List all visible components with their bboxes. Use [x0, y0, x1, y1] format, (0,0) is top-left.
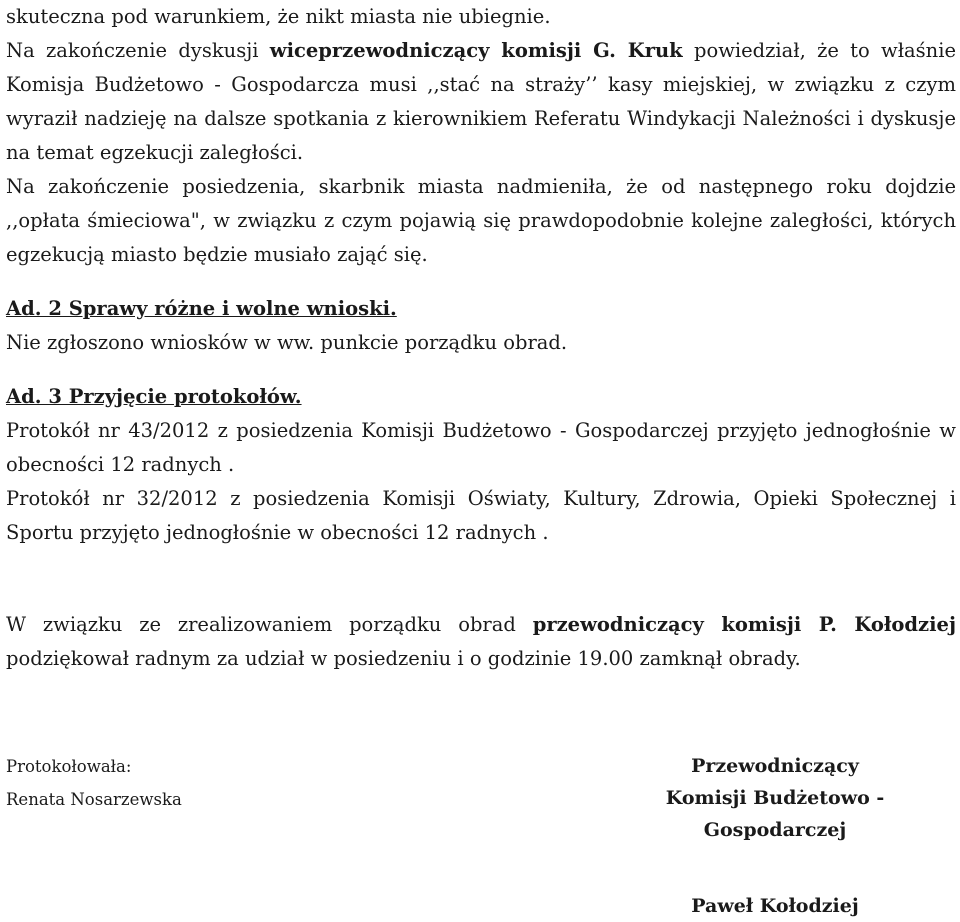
- paragraph-text: Protokół nr 43/2012 z posiedzenia Komisji Budżetowo - Gospodarczej przyjęto jednogłośnie w obecności 12 radnych .: [6, 419, 956, 476]
- paragraph-text: Na zakończenie posiedzenia, skarbnik miasta nadmieniła, że od następnego roku dojdzie ,,opłata śmieciowa", w związku z czym pojawią się prawdopodobnie kolejne zaległości, których egzekucją miasto będzie musiało zająć się.: [6, 175, 956, 266]
- document-body: [6, 0, 956, 676]
- recorder-name: Renata Nosarzewska: [6, 790, 182, 809]
- paragraph-intro-end: [6, 0, 956, 34]
- recorder-signature: [6, 750, 182, 816]
- paragraph-discussion-end: [6, 34, 956, 170]
- paragraph-closing: [6, 608, 956, 676]
- chair-signature-name: Paweł Kołodziej: [691, 895, 859, 917]
- paragraph-motions: [6, 326, 956, 360]
- paragraph-treasurer: [6, 170, 956, 272]
- paragraph-text: Na zakończenie dyskusji: [6, 39, 270, 62]
- paragraph-text: Protokół nr 32/2012 z posiedzenia Komisji Oświaty, Kultury, Zdrowia, Opieki Społecznej i Sportu przyjęto jednogłośnie w obecności 12 radnych .: [6, 487, 956, 544]
- recorder-label: Protokołowała:: [6, 757, 132, 776]
- spacer: [6, 550, 956, 608]
- section-heading-2: Ad. 2 Sprawy różne i wolne wnioski.: [6, 297, 397, 320]
- spacer: [6, 360, 956, 380]
- paragraph-text: skuteczna pod warunkiem, że nikt miasta nie ubiegnie.: [6, 5, 551, 28]
- paragraph-protocol-43: [6, 414, 956, 482]
- paragraph-protocol-32: [6, 482, 956, 550]
- chair-name: przewodniczący komisji P. Kołodziej: [532, 613, 957, 636]
- paragraph-text: powiedział, że to właśnie Komisja Budżetowo - Gospodarcza musi ,,stać na straży’’ kasy miejskiej, w związku z czym wyraził nadzieję na dalsze spotkania z kierownikiem Referatu Windykacji Należności i dyskusje na temat egzekucji zaległości.: [6, 39, 957, 164]
- paragraph-text: podziękował radnym za udział w posiedzeniu i o godzinie 19.00 zamknął obrady.: [6, 647, 801, 670]
- chair-organization: Komisji Budżetowo - Gospodarczej: [665, 787, 885, 841]
- paragraph-text: Nie zgłoszono wniosków w ww. punkcie porządku obrad.: [6, 331, 568, 354]
- chair-signature: [594, 750, 956, 922]
- paragraph-text: W związku ze zrealizowaniem porządku obrad: [6, 613, 533, 636]
- section-heading-3: Ad. 3 Przyjęcie protokołów.: [6, 385, 302, 408]
- vice-chair-name: wiceprzewodniczący komisji G. Kruk: [269, 39, 683, 62]
- chair-title: Przewodniczący: [691, 755, 859, 777]
- signature-block: [6, 750, 956, 917]
- spacer: [6, 272, 956, 292]
